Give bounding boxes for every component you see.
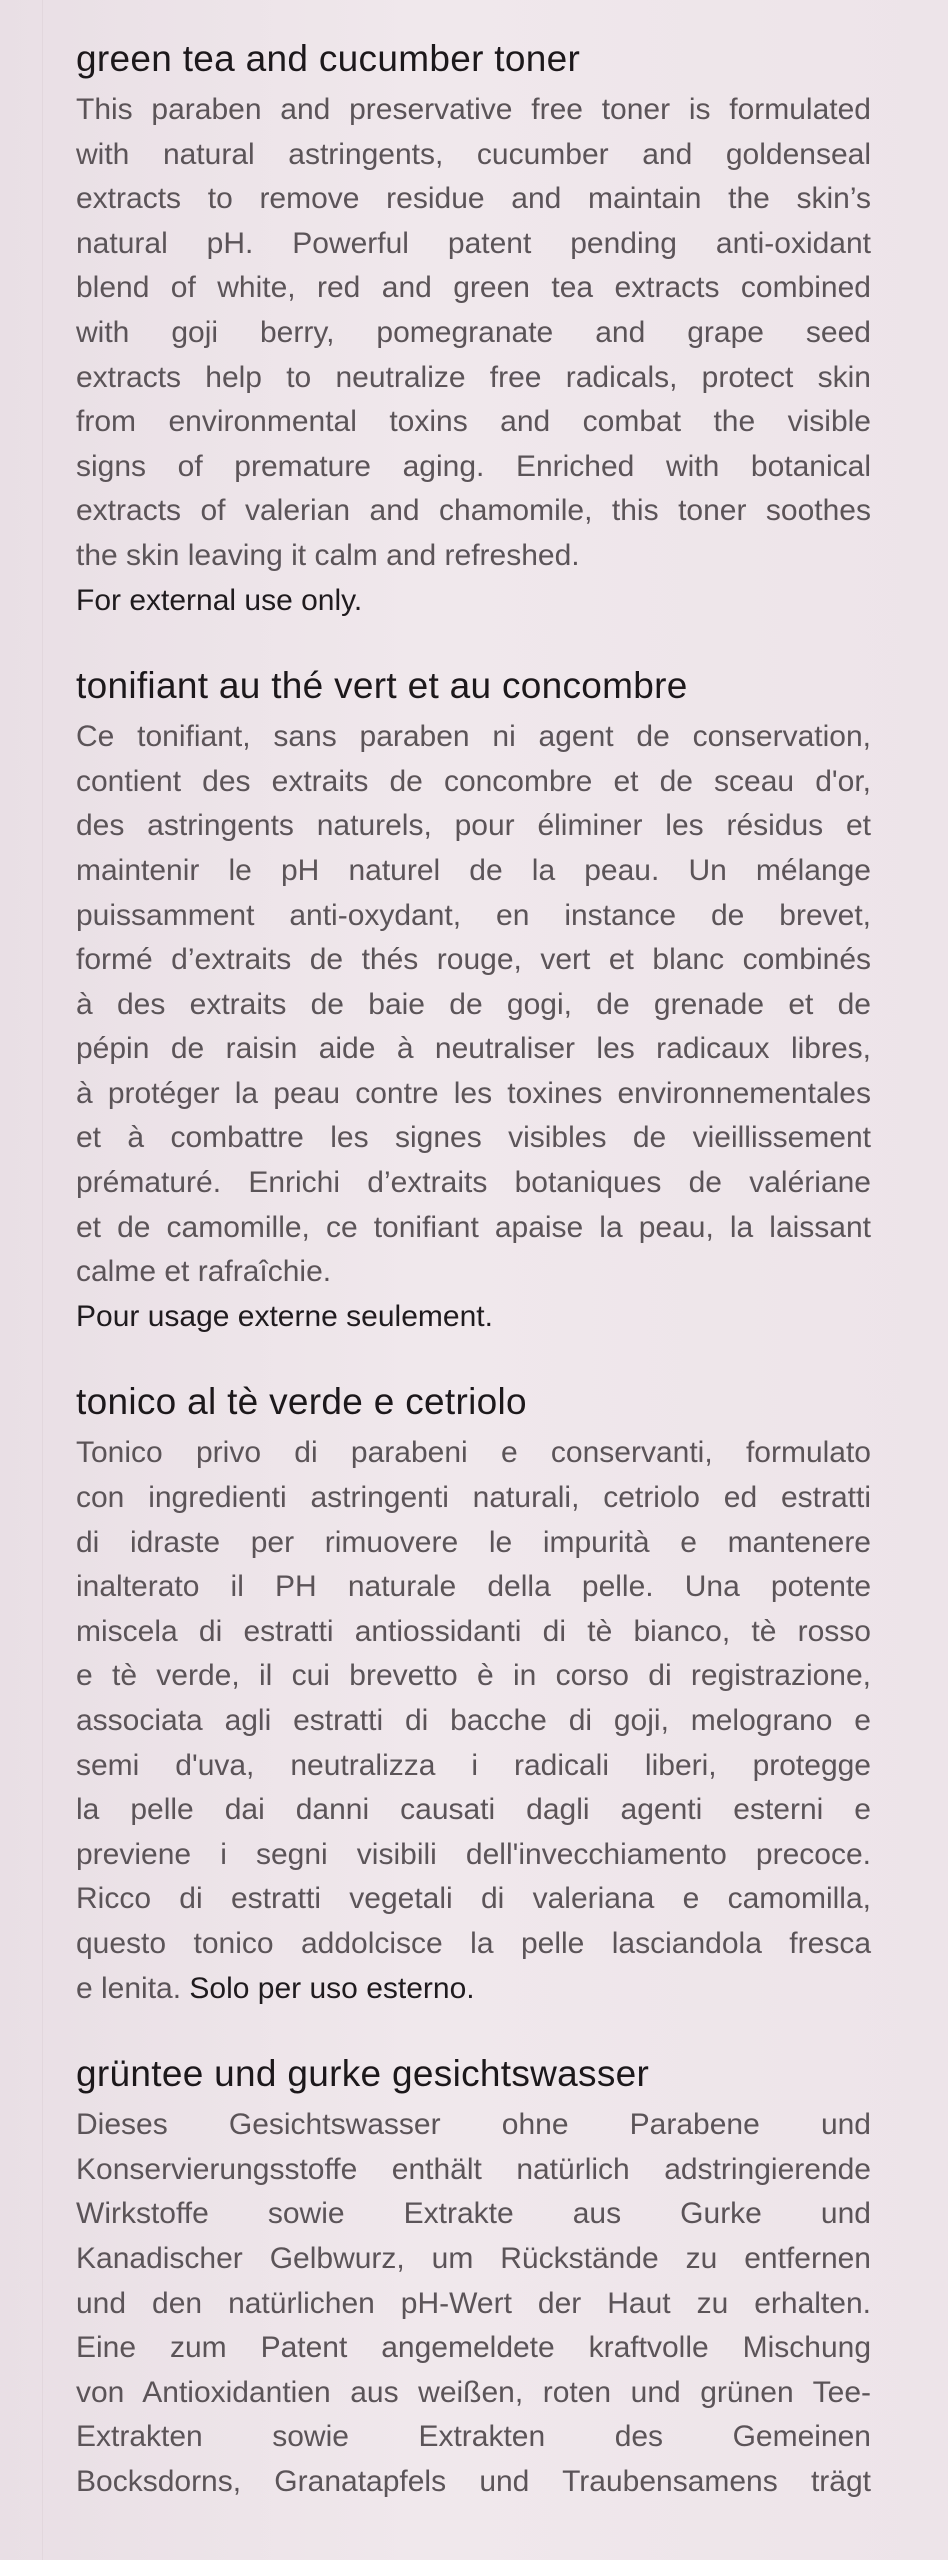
body-line: à des extraits de baie de gogi, de grenade et de (76, 987, 871, 1021)
body-line: des astringents naturels, pour éliminer les résidus et (76, 809, 871, 843)
section-italian (76, 1379, 876, 2011)
section-title-italian: tonico al tè verde e cetriolo (76, 1381, 527, 1423)
body-line: extracts help to neutralize free radicals, protect skin (76, 360, 871, 394)
section-body-french (76, 715, 876, 1295)
body-line: contient des extraits de concombre et de sceau d'or, (76, 764, 871, 798)
body-line: natural pH. Powerful patent pending anti-oxidant (76, 226, 871, 260)
label-text-content (76, 36, 876, 2545)
section-body-italian (76, 1431, 876, 2011)
body-line: extracts to remove residue and maintain the skin’s (76, 182, 871, 216)
section-body-german (76, 2103, 876, 2504)
body-line: extracts of valerian and chamomile, this toner soothes (76, 494, 871, 528)
body-line: et de camomille, ce tonifiant apaise la peau, la laissant (76, 1210, 871, 1244)
body-line: di idraste per rimuovere le impurità e mantenere (76, 1525, 871, 1559)
body-line: à protéger la peau contre les toxines environnementales (76, 1076, 871, 1110)
section-english (76, 36, 876, 623)
body-line: Ce tonifiant, sans paraben ni agent de conservation, (76, 720, 871, 754)
body-line: formé d’extraits de thés rouge, vert et blanc combinés (76, 943, 871, 977)
body-line-end: e lenita. (76, 1971, 182, 2005)
body-line: pépin de raisin aide à neutraliser les radicaux libres, (76, 1032, 871, 1066)
external-use-note-english: For external use only. (76, 583, 363, 617)
body-line: maintenir le pH naturel de la peau. Un mélange (76, 853, 871, 887)
section-french (76, 663, 876, 1339)
body-line: miscela di estratti antiossidanti di tè bianco, tè rosso (76, 1614, 871, 1648)
section-title-french: tonifiant au thé vert et au concombre (76, 665, 688, 707)
body-line: Dieses Gesichtswasser ohne Parabene und (76, 2108, 871, 2142)
panel-edge-line (42, 0, 43, 2560)
body-line: blend of white, red and green tea extracts combined (76, 271, 871, 305)
body-line: puissamment anti-oxydant, en instance de brevet, (76, 898, 871, 932)
section-title-english: green tea and cucumber toner (76, 38, 581, 79)
body-line: signs of premature aging. Enriched with botanical (76, 449, 871, 483)
body-line: with natural astringents, cucumber and goldenseal (76, 137, 871, 171)
section-body-english (76, 88, 876, 579)
body-line: von Antioxidantien aus weißen, roten und grünen Tee- (76, 2375, 871, 2409)
section-title-german: grüntee und gurke gesichtswasser (76, 2053, 650, 2095)
body-line: Kanadischer Gelbwurz, um Rückstände zu entfernen (76, 2241, 871, 2275)
body-line: Wirkstoffe sowie Extrakte aus Gurke und (76, 2197, 871, 2231)
body-line: questo tonico addolcisce la pelle lasciandola fresca (76, 1926, 871, 1960)
body-line: Eine zum Patent angemeldete kraftvolle Mischung (76, 2331, 871, 2365)
body-line: Tonico privo di parabeni e conservanti, formulato (76, 1436, 871, 1470)
body-line: con ingredienti astringenti naturali, cetriolo ed estratti (76, 1481, 871, 1515)
body-line: la pelle dai danni causati dagli agenti esterni e (76, 1793, 871, 1827)
body-line: inalterato il PH naturale della pelle. Una potente (76, 1570, 871, 1604)
body-line: e tè verde, il cui brevetto è in corso di registrazione, (76, 1659, 871, 1693)
body-line: und den natürlichen pH-Wert der Haut zu erhalten. (76, 2286, 871, 2320)
body-line: previene i segni visibili dell'invecchiamento precoce. (76, 1837, 871, 1871)
body-line: calme et rafraîchie. (76, 1255, 332, 1289)
body-line: Ricco di estratti vegetali di valeriana e camomilla, (76, 1882, 871, 1916)
body-line: Bocksdorns, Granatapfels und Traubensamens trägt (76, 2464, 871, 2498)
body-line: the skin leaving it calm and refreshed. (76, 538, 580, 572)
external-use-note-french: Pour usage externe seulement. (76, 1299, 493, 1333)
body-line: prématuré. Enrichi d’extraits botaniques de valériane (76, 1166, 871, 1200)
body-line: This paraben and preservative free toner is formulated (76, 93, 871, 126)
body-line: Extrakten sowie Extrakten des Gemeinen (76, 2420, 871, 2454)
section-german (76, 2051, 876, 2504)
body-line: from environmental toxins and combat the visible (76, 405, 871, 439)
external-use-note-italian: Solo per uso esterno. (189, 1971, 475, 2005)
body-line-with-note (76, 1967, 871, 2012)
body-line: Konservierungsstoffe enthält natürlich adstringierende (76, 2152, 871, 2186)
body-line: associata agli estratti di bacche di goji, melograno e (76, 1704, 871, 1737)
body-line: et à combattre les signes visibles de vieillissement (76, 1121, 871, 1155)
body-line: semi d'uva, neutralizza i radicali liberi, protegge (76, 1748, 871, 1782)
body-line: with goji berry, pomegranate and grape seed (76, 315, 871, 349)
